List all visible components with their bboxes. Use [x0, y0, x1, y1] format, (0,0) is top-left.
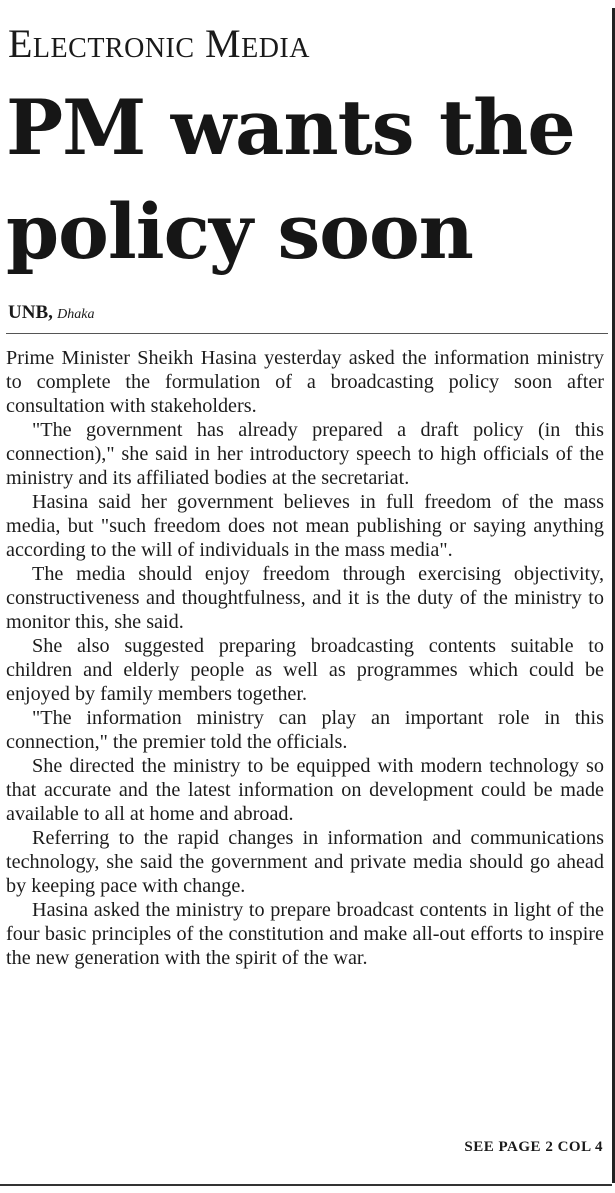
byline	[8, 303, 94, 325]
paragraph: Hasina said her government believes in full freedom of the mass media, but "such freedom does not mean publishing or saying anything according to the will of individuals in the mass media".	[6, 491, 604, 561]
byline-dateline: Dhaka	[57, 307, 95, 322]
paragraph: She directed the ministry to be equipped with modern technology so that accurate and the latest information on development could be made available to all at home and abroad.	[6, 755, 604, 825]
paragraph: She also suggested preparing broadcasting contents suitable to children and elderly people as well as programmes which could be enjoyed by family members together.	[6, 635, 604, 705]
paragraph: Prime Minister Sheikh Hasina yesterday asked the information ministry to complete the formulation of a broadcasting policy soon after consultation with stakeholders.	[6, 347, 604, 417]
section-kicker: Electronic Media	[8, 21, 310, 66]
paragraph: Referring to the rapid changes in information and communications technology, she said the government and private media should go ahead by keeping pace with change.	[6, 827, 604, 897]
byline-agency: UNB,	[8, 302, 53, 323]
paragraph: "The government has already prepared a draft policy (in this connection)," she said in her introductory speech to high officials of the ministry and its affiliated bodies at the secretariat.	[6, 419, 604, 489]
paragraph: Hasina asked the ministry to prepare broadcast contents in light of the four basic principles of the constitution and make all-out efforts to inspire the new generation with the spirit of the war.	[6, 899, 604, 969]
headline: PM wants the policy soon	[6, 83, 575, 276]
jump-line: SEE PAGE 2 COL 4	[464, 1139, 603, 1155]
article-body	[6, 346, 604, 970]
byline-rule	[6, 333, 608, 334]
paragraph: The media should enjoy freedom through exercising objectivity, constructiveness and thoughtfulness, and it is the duty of the ministry to monitor this, she said.	[6, 563, 604, 633]
bottom-rule	[0, 1184, 612, 1186]
paragraph: "The information ministry can play an important role in this connection," the premier told the officials.	[6, 707, 604, 753]
